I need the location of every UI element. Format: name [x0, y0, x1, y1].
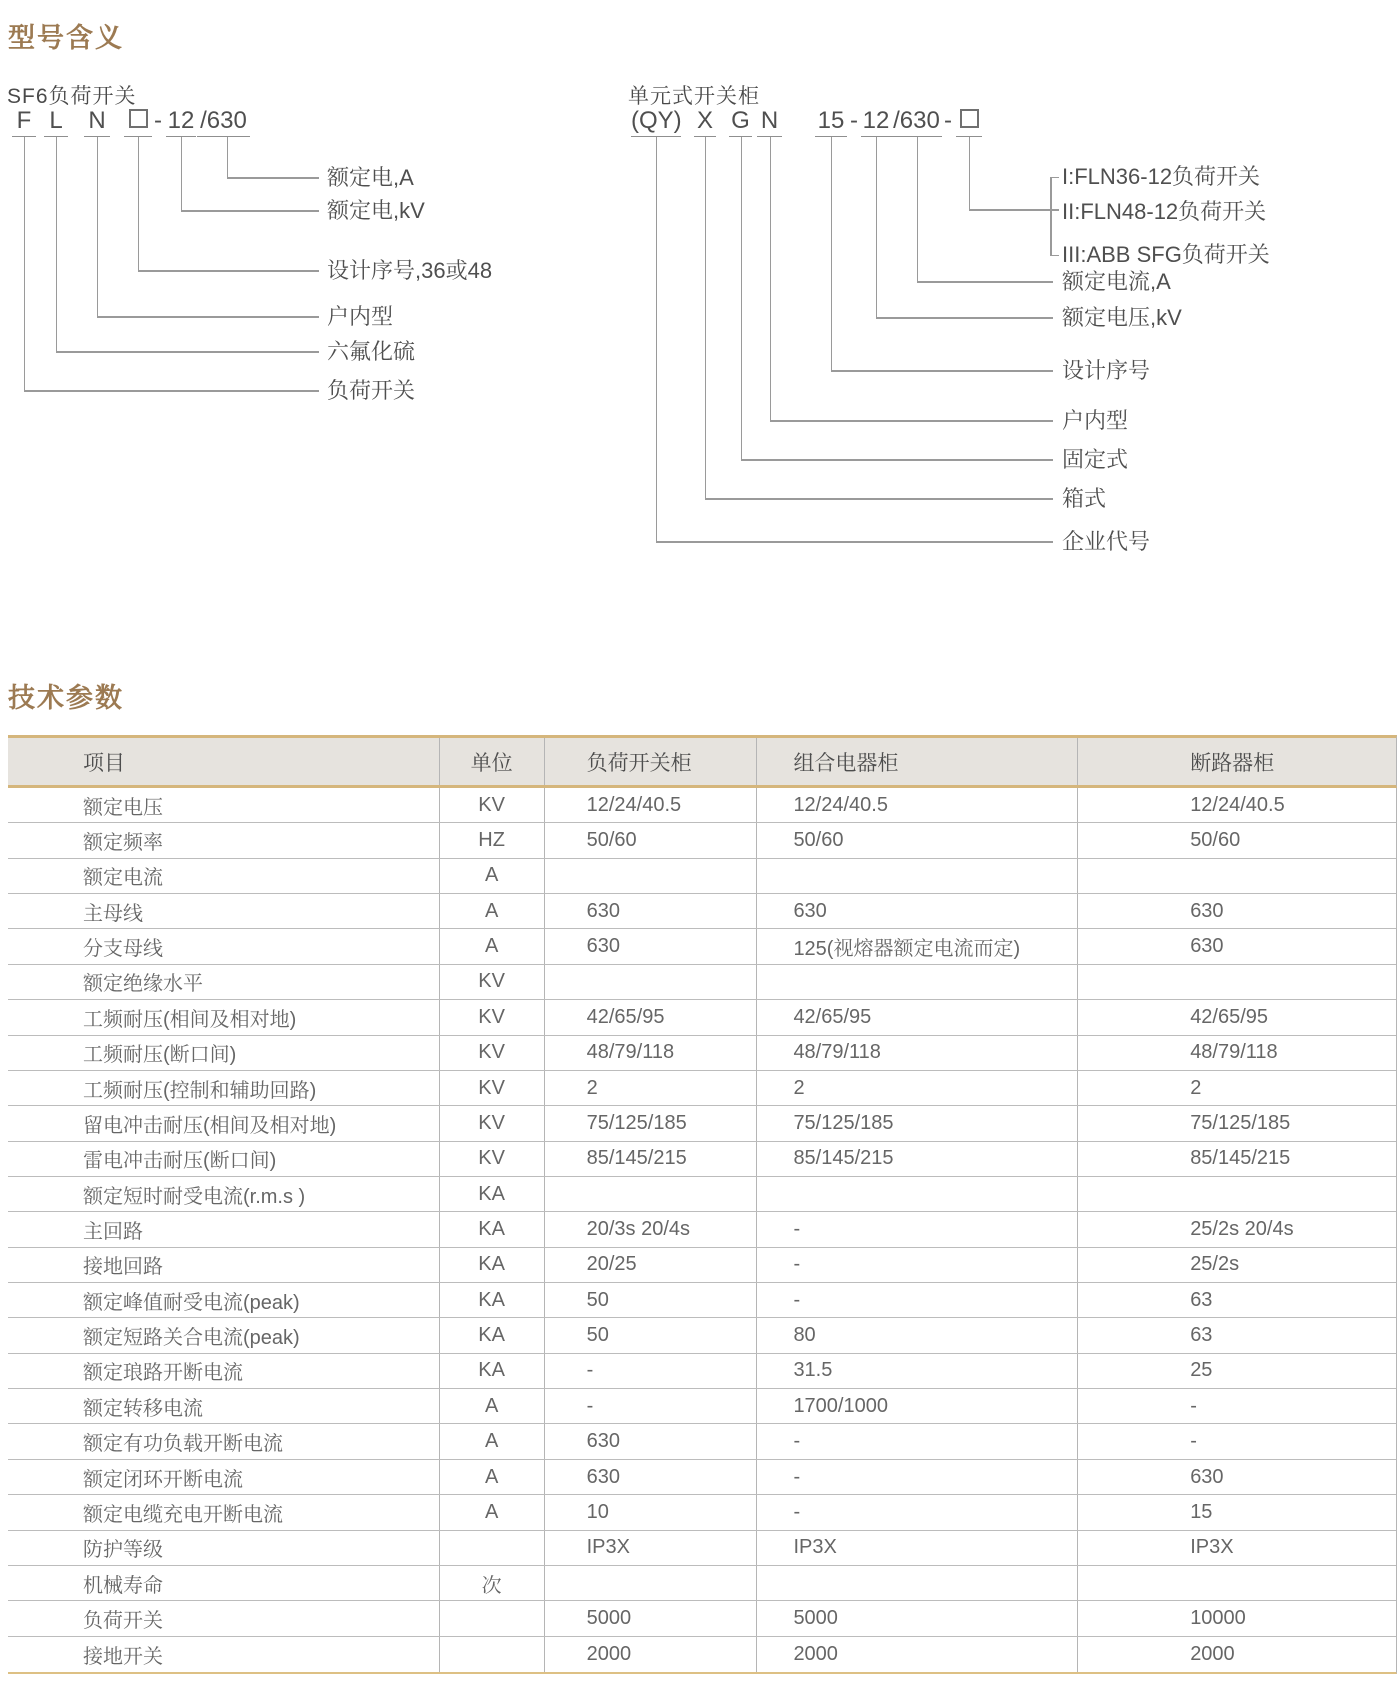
value-circuit-breaker-cabinet: IP3X [1190, 1536, 1234, 1559]
param-name: 机械寿命 [8, 1566, 440, 1600]
value-load-switch-cabinet: 630 [545, 1424, 758, 1458]
value-load-switch-cabinet [545, 1566, 758, 1600]
value-load-switch-cabinet: 50/60 [545, 823, 758, 857]
table-row [8, 1637, 1396, 1672]
table-row [8, 1248, 1396, 1283]
column-header-load-switch-cabinet: 负荷开关柜 [545, 738, 758, 785]
table-row [8, 1389, 1396, 1424]
table-row [8, 965, 1396, 1000]
code-number-630: /630 [197, 106, 250, 137]
param-name: 额定峰值耐受电流(peak) [8, 1283, 440, 1317]
table-row [8, 1601, 1396, 1636]
connector-line [876, 137, 878, 318]
table-row [8, 1495, 1396, 1530]
table-row [8, 1460, 1396, 1495]
code-letter-g: G [729, 106, 752, 137]
value-combined-apparatus-cabinet: - [757, 1495, 1078, 1529]
unit-diagram-title: 单元式开关柜 [628, 85, 760, 108]
value-circuit-breaker-cabinet: 25/2s [1190, 1253, 1240, 1276]
param-name: 留电冲击耐压(相间及相对地) [8, 1106, 440, 1140]
value-circuit-breaker-cabinet [1078, 965, 1396, 999]
value-load-switch-cabinet: 85/145/215 [545, 1142, 758, 1176]
param-name: 工频耐压(控制和辅助回路) [8, 1071, 440, 1105]
variant-item-3: III:ABB SFG负荷开关 [1062, 242, 1270, 267]
column-header-item: 项目 [8, 738, 440, 785]
connector-line [969, 209, 1059, 211]
param-unit: A [440, 1424, 545, 1458]
value-combined-apparatus-cabinet: 80 [757, 1318, 1078, 1352]
param-unit: KA [440, 1354, 545, 1388]
value-combined-apparatus-cabinet: 42/65/95 [757, 1000, 1078, 1034]
param-name: 接地回路 [8, 1248, 440, 1282]
diagram-label-box-type: 箱式 [1062, 486, 1107, 511]
value-load-switch-cabinet: 630 [545, 1460, 758, 1494]
value-load-switch-cabinet: 50 [545, 1283, 758, 1317]
variant-item-2: II:FLN48-12负荷开关 [1062, 199, 1267, 224]
param-unit: KV [440, 788, 545, 822]
param-name: 工频耐压(断口间) [8, 1036, 440, 1070]
value-load-switch-cabinet: 75/125/185 [545, 1106, 758, 1140]
diagram-label-rated-voltage: 额定电压,kV [1062, 305, 1182, 330]
value-combined-apparatus-cabinet [757, 1177, 1078, 1211]
value-load-switch-cabinet: 630 [545, 929, 758, 963]
param-unit: 次 [440, 1566, 545, 1600]
connector-line [770, 420, 1053, 422]
diagram-label-indoor-type: 户内型 [1062, 408, 1129, 433]
value-combined-apparatus-cabinet: 5000 [757, 1601, 1078, 1635]
code-number-12: 12 [861, 106, 891, 137]
table-row [8, 788, 1396, 823]
table-row [8, 1000, 1396, 1035]
connector-line [876, 317, 1053, 319]
value-combined-apparatus-cabinet: 75/125/185 [757, 1106, 1078, 1140]
connector-line [969, 137, 971, 210]
param-unit: A [440, 1389, 545, 1423]
value-circuit-breaker-cabinet: 2000 [1190, 1642, 1235, 1665]
table-row [8, 1566, 1396, 1601]
table-row [8, 1531, 1396, 1566]
table-row [8, 1354, 1396, 1389]
value-load-switch-cabinet [545, 859, 758, 893]
code-dash: - [154, 107, 162, 134]
value-load-switch-cabinet: 42/65/95 [545, 1000, 758, 1034]
param-unit: A [440, 859, 545, 893]
param-name: 额定琅路开断电流 [8, 1354, 440, 1388]
table-row [8, 894, 1396, 929]
param-name: 主母线 [8, 894, 440, 928]
column-header-unit: 单位 [440, 738, 545, 785]
value-combined-apparatus-cabinet: - [757, 1460, 1078, 1494]
code-number-630: /630 [891, 106, 942, 137]
table-header-row [8, 735, 1397, 788]
connector-line [56, 351, 319, 353]
connector-line [770, 137, 772, 421]
connector-line [181, 137, 183, 211]
table-body [8, 788, 1397, 1674]
value-combined-apparatus-cabinet: - [757, 1283, 1078, 1317]
param-name: 接地开关 [8, 1637, 440, 1672]
connector-line [56, 137, 58, 352]
connector-line [656, 137, 658, 542]
param-unit: KV [440, 1106, 545, 1140]
section-heading-model-meaning: 型号含义 [8, 23, 124, 53]
value-combined-apparatus-cabinet [757, 1566, 1078, 1600]
value-circuit-breaker-cabinet: - [1190, 1430, 1197, 1453]
value-combined-apparatus-cabinet: 2000 [757, 1637, 1078, 1672]
connector-line [705, 137, 707, 499]
value-load-switch-cabinet: 20/25 [545, 1248, 758, 1282]
connector-line [138, 270, 319, 272]
param-name: 额定短路关合电流(peak) [8, 1318, 440, 1352]
connector-line [24, 390, 319, 392]
connector-line [24, 137, 26, 391]
value-circuit-breaker-cabinet: 630 [1190, 899, 1224, 922]
value-combined-apparatus-cabinet: - [757, 1212, 1078, 1246]
variant-bracket-line [1050, 255, 1059, 257]
param-name: 额定频率 [8, 823, 440, 857]
table-row [8, 823, 1396, 858]
connector-line [831, 137, 833, 371]
value-combined-apparatus-cabinet: 1700/1000 [757, 1389, 1078, 1423]
value-circuit-breaker-cabinet: 42/65/95 [1190, 1005, 1269, 1028]
param-unit: A [440, 894, 545, 928]
code-dash: - [944, 107, 952, 134]
param-name: 防护等级 [8, 1531, 440, 1565]
table-row [8, 1318, 1396, 1353]
value-combined-apparatus-cabinet: 12/24/40.5 [757, 788, 1078, 822]
connector-line [705, 498, 1053, 500]
param-unit: KA [440, 1283, 545, 1317]
table-row [8, 1212, 1396, 1247]
table-row [8, 1177, 1396, 1212]
param-name: 负荷开关 [8, 1601, 440, 1635]
param-unit: KV [440, 1071, 545, 1105]
value-load-switch-cabinet: 10 [545, 1495, 758, 1529]
code-number-15: 15 [815, 106, 847, 137]
box-placeholder-glyph [956, 106, 982, 137]
table-row [8, 1106, 1396, 1141]
connector-line [741, 137, 743, 460]
table-row [8, 1283, 1396, 1318]
value-load-switch-cabinet: - [545, 1389, 758, 1423]
diagram-label-fixed-type: 固定式 [1062, 447, 1129, 472]
param-unit: KV [440, 1142, 545, 1176]
connector-line [917, 281, 1053, 283]
param-unit: KA [440, 1248, 545, 1282]
param-unit: A [440, 1495, 545, 1529]
connector-line [917, 137, 919, 282]
value-combined-apparatus-cabinet: - [757, 1248, 1078, 1282]
param-unit: KV [440, 1036, 545, 1070]
table-row [8, 1071, 1396, 1106]
table-row [8, 1424, 1396, 1459]
value-circuit-breaker-cabinet: 2 [1190, 1076, 1202, 1099]
value-load-switch-cabinet: 50 [545, 1318, 758, 1352]
param-unit: KV [440, 1000, 545, 1034]
value-circuit-breaker-cabinet: 50/60 [1190, 829, 1241, 852]
value-circuit-breaker-cabinet: 48/79/118 [1190, 1041, 1278, 1064]
table-row [8, 1142, 1396, 1177]
value-circuit-breaker-cabinet: 25 [1190, 1359, 1213, 1382]
variant-bracket-line [1050, 177, 1059, 179]
value-load-switch-cabinet: 20/3s 20/4s [545, 1212, 758, 1246]
code-number-12: 12 [166, 106, 196, 137]
param-name: 额定电流 [8, 859, 440, 893]
diagram-label-sf6: 六氟化硫 [327, 339, 416, 364]
param-unit: HZ [440, 823, 545, 857]
column-header-circuit-breaker-cabinet: 断路器柜 [1190, 751, 1275, 775]
value-combined-apparatus-cabinet: 85/145/215 [757, 1142, 1078, 1176]
value-circuit-breaker-cabinet: 85/145/215 [1190, 1147, 1291, 1170]
code-qy: (QY) [631, 106, 681, 137]
param-name: 额定电压 [8, 788, 440, 822]
code-dash: - [850, 107, 858, 134]
value-load-switch-cabinet: 630 [545, 894, 758, 928]
param-name: 额定绝缘水平 [8, 965, 440, 999]
value-combined-apparatus-cabinet: - [757, 1424, 1078, 1458]
code-letter-n: N [84, 106, 110, 137]
param-unit: KA [440, 1318, 545, 1352]
value-combined-apparatus-cabinet [757, 965, 1078, 999]
param-unit: KA [440, 1177, 545, 1211]
value-circuit-breaker-cabinet [1078, 1566, 1396, 1600]
value-circuit-breaker-cabinet: 630 [1190, 1465, 1224, 1488]
value-circuit-breaker-cabinet: 10000 [1190, 1606, 1246, 1629]
param-name: 额定有功负载开断电流 [8, 1424, 440, 1458]
value-circuit-breaker-cabinet: 15 [1190, 1500, 1213, 1523]
value-load-switch-cabinet: 48/79/118 [545, 1036, 758, 1070]
value-circuit-breaker-cabinet [1078, 859, 1396, 893]
connector-line [138, 137, 140, 271]
code-letter-x: X [694, 106, 716, 137]
connector-line [227, 137, 229, 178]
value-circuit-breaker-cabinet: 75/125/185 [1190, 1111, 1291, 1134]
diagram-label-rated-current: 额定电流,A [1062, 269, 1171, 294]
value-circuit-breaker-cabinet: 630 [1190, 935, 1224, 958]
param-unit [440, 1531, 545, 1565]
value-load-switch-cabinet: - [545, 1354, 758, 1388]
value-combined-apparatus-cabinet: IP3X [757, 1531, 1078, 1565]
value-load-switch-cabinet: IP3X [545, 1531, 758, 1565]
diagram-label-indoor-type: 户内型 [327, 304, 394, 329]
diagram-label-rated-voltage: 额定电,kV [327, 198, 425, 223]
value-load-switch-cabinet: 2000 [545, 1637, 758, 1672]
value-circuit-breaker-cabinet: 63 [1190, 1324, 1213, 1347]
connector-line [741, 459, 1053, 461]
param-name: 分支母线 [8, 929, 440, 963]
connector-line [656, 541, 1053, 543]
table-row [8, 859, 1396, 894]
value-load-switch-cabinet: 2 [545, 1071, 758, 1105]
diagram-label-design-serial: 设计序号,36或48 [327, 258, 493, 283]
code-letter-l: L [44, 106, 68, 137]
param-name: 雷电冲击耐压(断口间) [8, 1142, 440, 1176]
code-letter-f: F [12, 106, 36, 137]
diagram-label-design-serial: 设计序号 [1062, 358, 1151, 383]
param-name: 额定短时耐受电流(r.m.s ) [8, 1177, 440, 1211]
connector-line [227, 177, 319, 179]
table-row [8, 1036, 1396, 1071]
value-combined-apparatus-cabinet: 31.5 [757, 1354, 1078, 1388]
section-heading-tech-params: 技术参数 [8, 683, 124, 713]
param-name: 额定电缆充电开断电流 [8, 1495, 440, 1529]
connector-line [181, 210, 319, 212]
value-combined-apparatus-cabinet: 50/60 [757, 823, 1078, 857]
value-circuit-breaker-cabinet: 25/2s 20/4s [1190, 1217, 1294, 1240]
connector-line [97, 316, 319, 318]
variant-bracket-line [1050, 177, 1052, 256]
param-name: 工频耐压(相间及相对地) [8, 1000, 440, 1034]
param-name: 主回路 [8, 1212, 440, 1246]
param-unit: A [440, 929, 545, 963]
diagram-label-load-switch: 负荷开关 [327, 378, 416, 403]
param-name: 额定转移电流 [8, 1389, 440, 1423]
value-circuit-breaker-cabinet [1078, 1177, 1396, 1211]
value-load-switch-cabinet: 12/24/40.5 [545, 788, 758, 822]
box-placeholder-glyph [124, 106, 152, 137]
connector-line [831, 370, 1053, 372]
param-unit: A [440, 1460, 545, 1494]
sf6-diagram-title: SF6负荷开关 [7, 85, 137, 108]
value-load-switch-cabinet [545, 1177, 758, 1211]
value-combined-apparatus-cabinet: 2 [757, 1071, 1078, 1105]
value-circuit-breaker-cabinet: - [1190, 1394, 1197, 1417]
variant-item-1: I:FLN36-12负荷开关 [1062, 164, 1261, 189]
value-combined-apparatus-cabinet [757, 859, 1078, 893]
value-circuit-breaker-cabinet: 63 [1190, 1288, 1213, 1311]
value-load-switch-cabinet: 5000 [545, 1601, 758, 1635]
param-unit [440, 1601, 545, 1635]
value-combined-apparatus-cabinet: 125(视熔器额定电流而定) [757, 929, 1078, 963]
param-unit: KA [440, 1212, 545, 1246]
tech-params-table [8, 735, 1397, 1674]
diagram-label-rated-current: 额定电,A [327, 165, 414, 190]
column-header-combined-apparatus-cabinet: 组合电器柜 [757, 738, 1078, 785]
code-letter-n: N [757, 106, 782, 137]
param-unit: KV [440, 965, 545, 999]
table-row [8, 929, 1396, 964]
diagram-label-company-code: 企业代号 [1062, 529, 1151, 554]
param-unit [440, 1637, 545, 1672]
param-name: 额定闭环开断电流 [8, 1460, 440, 1494]
value-load-switch-cabinet [545, 965, 758, 999]
value-circuit-breaker-cabinet: 12/24/40.5 [1190, 793, 1285, 816]
value-combined-apparatus-cabinet: 630 [757, 894, 1078, 928]
value-combined-apparatus-cabinet: 48/79/118 [757, 1036, 1078, 1070]
connector-line [97, 137, 99, 317]
